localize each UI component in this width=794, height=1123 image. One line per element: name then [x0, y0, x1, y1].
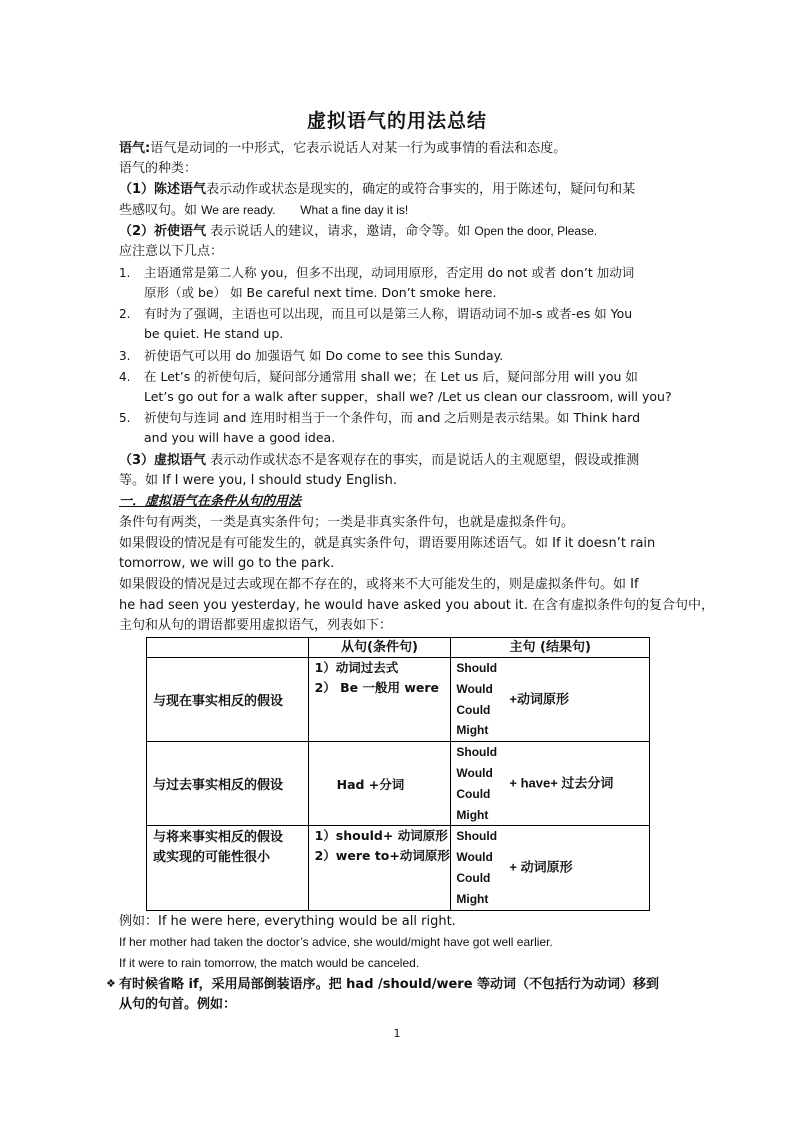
- point-2-line-1: 有时为了强调，主语也可以出现，而且可以是第三人称，谓语动词不加-s 或者-es 如 You: [144, 306, 633, 321]
- point-5-number: 5.: [119, 411, 131, 425]
- point-2-line-2: be quiet. He stand up.: [144, 326, 284, 341]
- table-header-main: 主句 (结果句): [451, 638, 650, 658]
- point-3-number: 3.: [119, 349, 131, 363]
- example-3: If it were to rain tomorrow, the match would be canceled.: [119, 956, 420, 970]
- table-header-row: [147, 638, 650, 658]
- row-label-future-2: 或实现的可能性很小: [153, 850, 271, 866]
- inversion-line-2: 从句的句首。例如：: [119, 997, 237, 1012]
- kinds-heading: 语气的种类：: [119, 161, 198, 176]
- indicative-example-2: What a fine day it is!: [300, 203, 409, 217]
- point-5-line-2: and you will have a good idea.: [144, 430, 336, 445]
- row-label-future: [147, 826, 309, 910]
- point-5-line-1: 祈使句与连词 and 连用时相当于一个条件句，而 and 之后则是表示结果。如 Think hard: [144, 410, 641, 425]
- section-paragraph-1: 条件句有两类，一类是真实条件句；一类是非真实条件句，也就是虚拟条件句。: [119, 515, 575, 530]
- modal-could: Could: [456, 786, 491, 801]
- table-header-condition: 从句(条件句): [308, 638, 451, 658]
- indicative-label: 陈述语气: [154, 182, 207, 197]
- row-label-present: 与现在事实相反的假设: [147, 658, 309, 742]
- modal-should: Should: [456, 661, 498, 675]
- row-label-past: 与过去事实相反的假设: [147, 742, 309, 826]
- imperative-number: （2）: [119, 224, 155, 239]
- definition-text: 语气是动词的一中形式，它表示说话人对某一行为或事情的看法和态度。: [150, 141, 567, 156]
- page-number: 1: [393, 1027, 401, 1040]
- modal-would: Would: [456, 681, 493, 696]
- imperative-note: 应注意以下几点：: [119, 244, 224, 259]
- table-header-empty: [147, 638, 309, 658]
- modal-might: Might: [456, 891, 489, 906]
- modal-would: Would: [456, 850, 493, 865]
- section-paragraph-3b: he had seen you yesterday, he would have asked you about it. 在含有虚拟条件句的复合句中，: [119, 598, 715, 613]
- table-row: [147, 826, 650, 910]
- modal-should: Should: [456, 829, 498, 844]
- indicative-number: （1）: [119, 182, 155, 197]
- definition-label: 语气:: [119, 141, 151, 156]
- bullet-icon: ❖: [106, 977, 116, 990]
- row-main-present: [451, 658, 650, 742]
- main-tail-future: + 动词原形: [509, 859, 573, 875]
- condition-item: 2）were to+动词原形: [314, 848, 450, 864]
- definition-line: [119, 139, 566, 159]
- point-4-number: 4.: [119, 370, 131, 384]
- imperative-text: 表示说话人的建议，请求，邀请，命令等。如: [210, 224, 471, 239]
- modal-could: Could: [456, 702, 491, 717]
- indicative-line-2: [119, 200, 408, 221]
- subjunctive-label: 虚拟语气: [154, 453, 207, 468]
- indicative-line-1: [119, 180, 635, 200]
- imperative-line: [119, 221, 597, 242]
- point-2-number: 2.: [119, 307, 131, 321]
- main-tail-present: +动词原形: [509, 691, 569, 707]
- example-2: If her mother had taken the doctor’s advice, she would/might have got well earlier.: [119, 935, 553, 949]
- point-3-line-1: 祈使语气可以用 do 加强语气 如 Do come to see this Sunday.: [144, 348, 504, 363]
- point-1-line-2: 原形（或 be） 如 Be careful next time. Don’t smoke here.: [144, 285, 497, 300]
- point-4-line-1: 在 Let’s 的祈使句后，疑问部分通常用 shall we；在 Let us 后，疑问部分用 will you 如: [144, 369, 638, 384]
- condition-item: 1）should+ 动词原形: [314, 828, 448, 844]
- section-paragraph-3a: 如果假设的情况是过去或现在都不存在的，或将来不大可能发生的，则是虚拟条件句。如 If: [119, 577, 639, 592]
- row-main-past: [451, 742, 650, 826]
- document-title: 虚拟语气的用法总结: [306, 110, 487, 132]
- point-1-line-1: 主语通常是第二人称 you，但多不出现，动词用原形，否定用 do not 或者 don’t 加动词: [144, 265, 635, 280]
- subjunctive-table: [146, 637, 650, 911]
- point-1-number: 1.: [119, 266, 131, 280]
- modal-should: Should: [456, 745, 498, 760]
- indicative-text: 表示动作或状态是现实的，确定的或符合事实的，用于陈述句，疑问句和某: [206, 182, 636, 197]
- table-row: [147, 742, 650, 826]
- subjunctive-line-1: [119, 451, 639, 471]
- table-row: [147, 658, 650, 742]
- subjunctive-line-2: 等。如 If I were you, I should study English.: [119, 473, 398, 488]
- condition-item: 1）动词过去式: [314, 660, 399, 675]
- section-paragraph-2a: 如果假设的情况是有可能发生的，就是真实条件句，谓语要用陈述语气。如 If it doesn’t rain: [119, 536, 656, 551]
- row-condition-future: [308, 826, 451, 910]
- main-tail-past: + have+ 过去分词: [509, 775, 614, 791]
- modal-might: Might: [456, 807, 489, 822]
- modal-could: Could: [456, 870, 491, 885]
- point-4-line-2: Let’s go out for a walk after supper，shall we? /Let us clean our classroom, will you?: [144, 389, 672, 404]
- row-condition-present: [308, 658, 451, 742]
- indicative-example-1: We are ready.: [201, 203, 276, 217]
- modal-might: Might: [456, 723, 489, 738]
- condition-item: 2） Be 一般用 were: [314, 680, 440, 695]
- imperative-label: 祈使语气: [154, 224, 207, 239]
- subjunctive-number: （3）: [119, 453, 155, 468]
- row-label-future-1: 与将来事实相反的假设: [153, 830, 284, 846]
- example-1: 例如：If he were here, everything would be all right.: [119, 914, 456, 929]
- row-condition-past: Had +分词: [308, 742, 451, 826]
- indicative-text-2: 些感叹句。如: [119, 203, 198, 218]
- section-heading: 一．虚拟语气在条件从句的用法: [119, 494, 302, 509]
- modal-would: Would: [456, 765, 493, 780]
- inversion-line-1: 有时候省略 if，采用局部倒装语序。把 had /should/were 等动词（不包括行为动词）移到: [119, 977, 660, 992]
- section-paragraph-2b: tomorrow, we will go to the park.: [119, 556, 335, 571]
- imperative-example: Open the door, Please.: [474, 224, 598, 238]
- row-main-future: [451, 826, 650, 910]
- section-paragraph-3c: 主句和从句的谓语都要用虚拟语气，列表如下：: [119, 618, 393, 633]
- subjunctive-text: 表示动作或状态不是客观存在的事实，而是说话人的主观愿望，假设或推测: [210, 453, 640, 468]
